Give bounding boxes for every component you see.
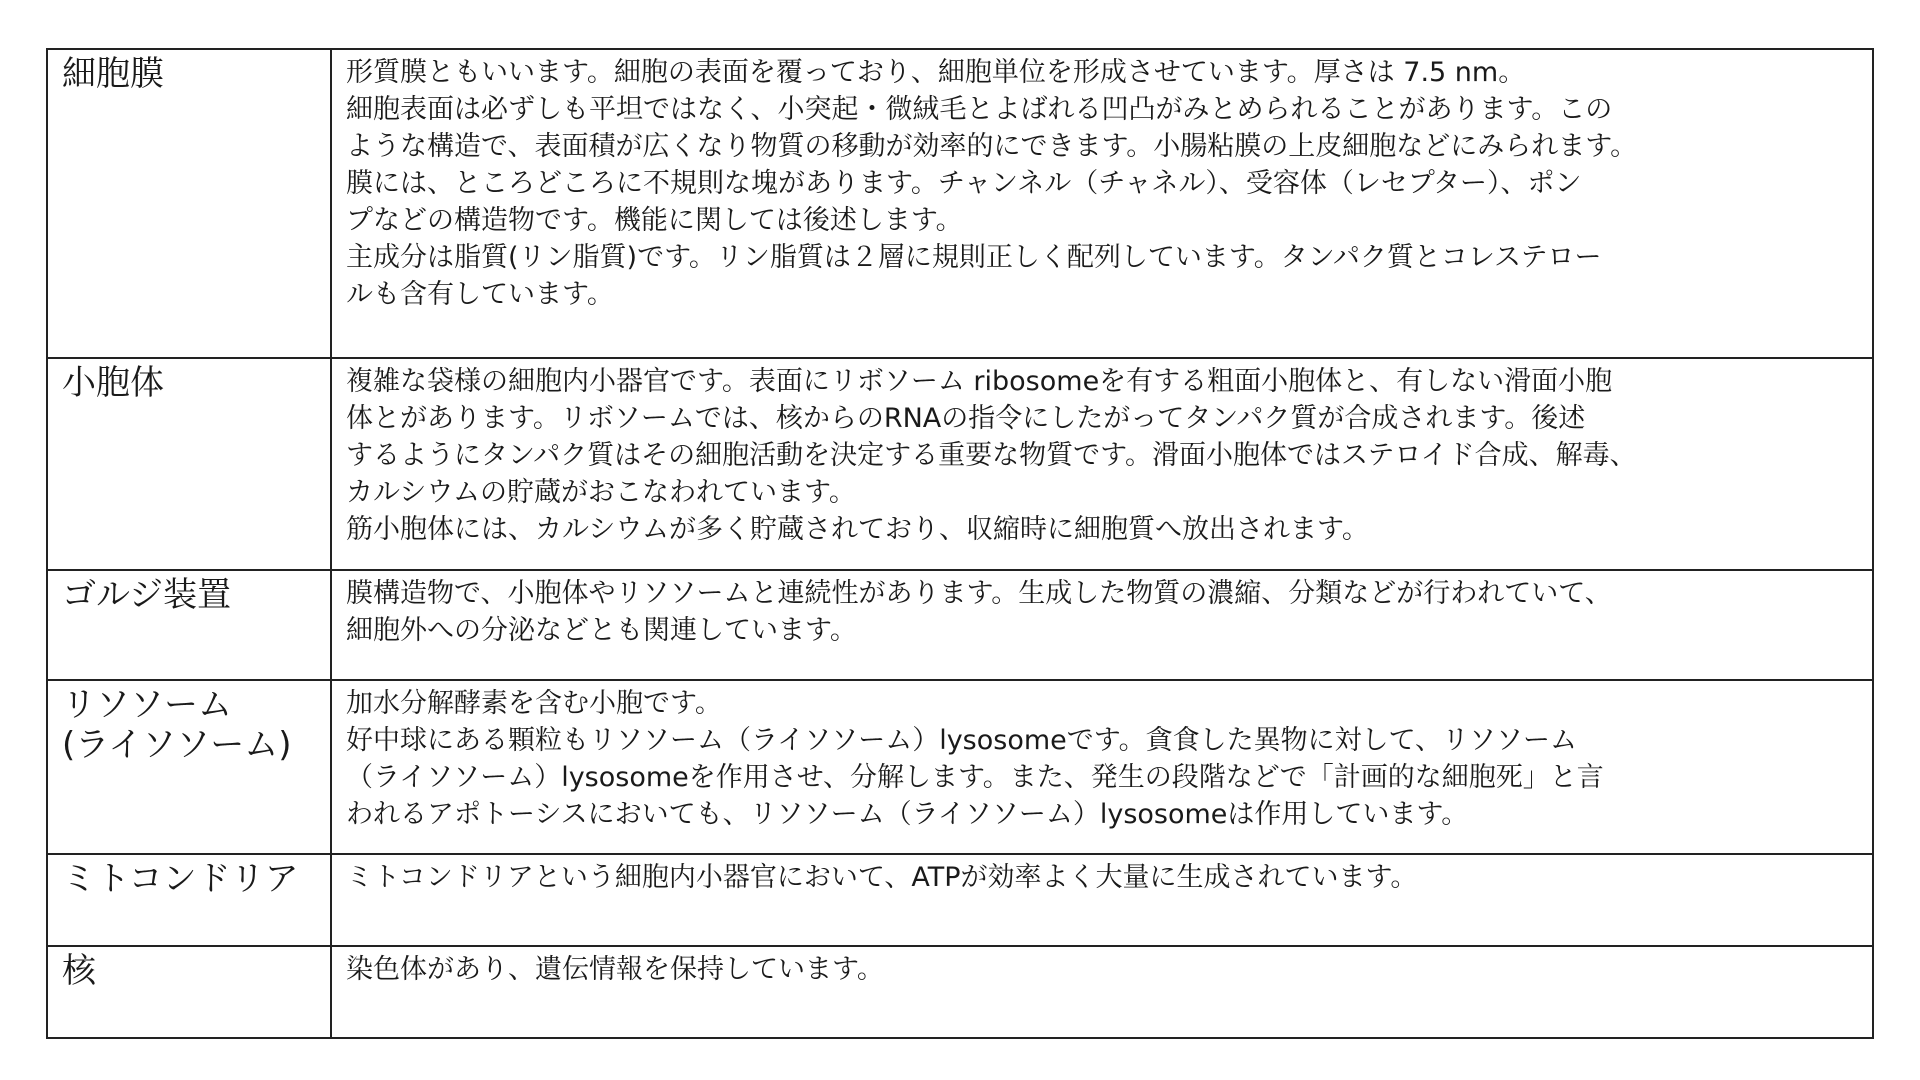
term-cell [47, 358, 331, 570]
description-line: ような構造で、表面積が広くなり物質の移動が効率的にできます。小腸粘膜の上皮細胞などにみられます。 [346, 131, 1638, 162]
description-line: 主成分は脂質(リン脂質)です。リン脂質は２層に規則正しく配列しています。タンパク質とコレステロー [346, 242, 1602, 273]
description-line: プなどの構造物です。機能に関しては後述します。 [346, 205, 963, 236]
term-line: 小胞体 [62, 363, 164, 403]
description-cell [331, 854, 1873, 946]
table-row [47, 358, 1873, 570]
term-cell [47, 854, 331, 946]
term-line: リソソーム [62, 685, 232, 725]
description-line: ミトコンドリアという細胞内小器官において、ATPが効率よく大量に生成されています。 [346, 862, 1418, 893]
description-cell [331, 946, 1873, 1038]
organelle-table-container [46, 48, 1874, 1039]
description-line: 膜には、ところどころに不規則な塊があります。チャンネル（チャネル）、受容体（レセプター）、ポン [346, 168, 1582, 199]
description-line: 形質膜ともいいます。細胞の表面を覆っており、細胞単位を形成させています。厚さは 7.5 nm。 [346, 57, 1526, 88]
description-line: するようにタンパク質はその細胞活動を決定する重要な物質です。滑面小胞体ではステロイド合成、解毒、 [346, 440, 1637, 471]
table-row [47, 49, 1873, 358]
description-cell [331, 570, 1873, 680]
term-line: ゴルジ装置 [62, 575, 232, 615]
table-row [47, 946, 1873, 1038]
description-line: 染色体があり、遺伝情報を保持しています。 [346, 954, 884, 985]
description-line: 細胞表面は必ずしも平坦ではなく、小突起・微絨毛とよばれる凹凸がみとめられることがあります。この [346, 94, 1613, 125]
description-line: 膜構造物で、小胞体やリソソームと連続性があります。生成した物質の濃縮、分類などが行われていて、 [346, 578, 1612, 609]
description-line: 好中球にある顆粒もリソソーム（ライソソーム）lysosomeです。貪食した異物に対して、リソソーム [346, 725, 1578, 756]
term-line: (ライソソーム) [62, 725, 292, 765]
description-line: ルも含有しています。 [346, 279, 614, 310]
term-line: 細胞膜 [62, 54, 164, 94]
organelle-table [46, 48, 1874, 1039]
description-line: （ライソソーム）lysosomeを作用させ、分解します。また、発生の段階などで「計画的な細胞死」と言 [346, 762, 1604, 793]
term-line: 核 [62, 951, 96, 991]
term-line: ミトコンドリア [62, 859, 299, 899]
table-row [47, 680, 1873, 854]
description-line: カルシウムの貯蔵がおこなわれています。 [346, 477, 856, 508]
description-cell [331, 49, 1873, 358]
description-line: 体とがあります。リボソームでは、核からのRNAの指令にしたがってタンパク質が合成されます。後述 [346, 403, 1586, 434]
table-row [47, 854, 1873, 946]
description-line: 加水分解酵素を含む小胞です。 [346, 688, 722, 719]
description-cell [331, 358, 1873, 570]
description-cell [331, 680, 1873, 854]
description-line: 複雑な袋様の細胞内小器官です。表面にリボソーム ribosomeを有する粗面小胞体と、有しない滑面小胞 [346, 366, 1613, 397]
description-line: 細胞外への分泌などとも関連しています。 [346, 615, 857, 646]
term-cell [47, 49, 331, 358]
term-cell [47, 570, 331, 680]
term-cell [47, 946, 331, 1038]
table-row [47, 570, 1873, 680]
description-line: われるアポトーシスにおいても、リソソーム（ライソソーム）lysosomeは作用しています。 [346, 799, 1469, 830]
term-cell [47, 680, 331, 854]
description-line: 筋小胞体には、カルシウムが多く貯蔵されており、収縮時に細胞質へ放出されます。 [346, 514, 1369, 545]
